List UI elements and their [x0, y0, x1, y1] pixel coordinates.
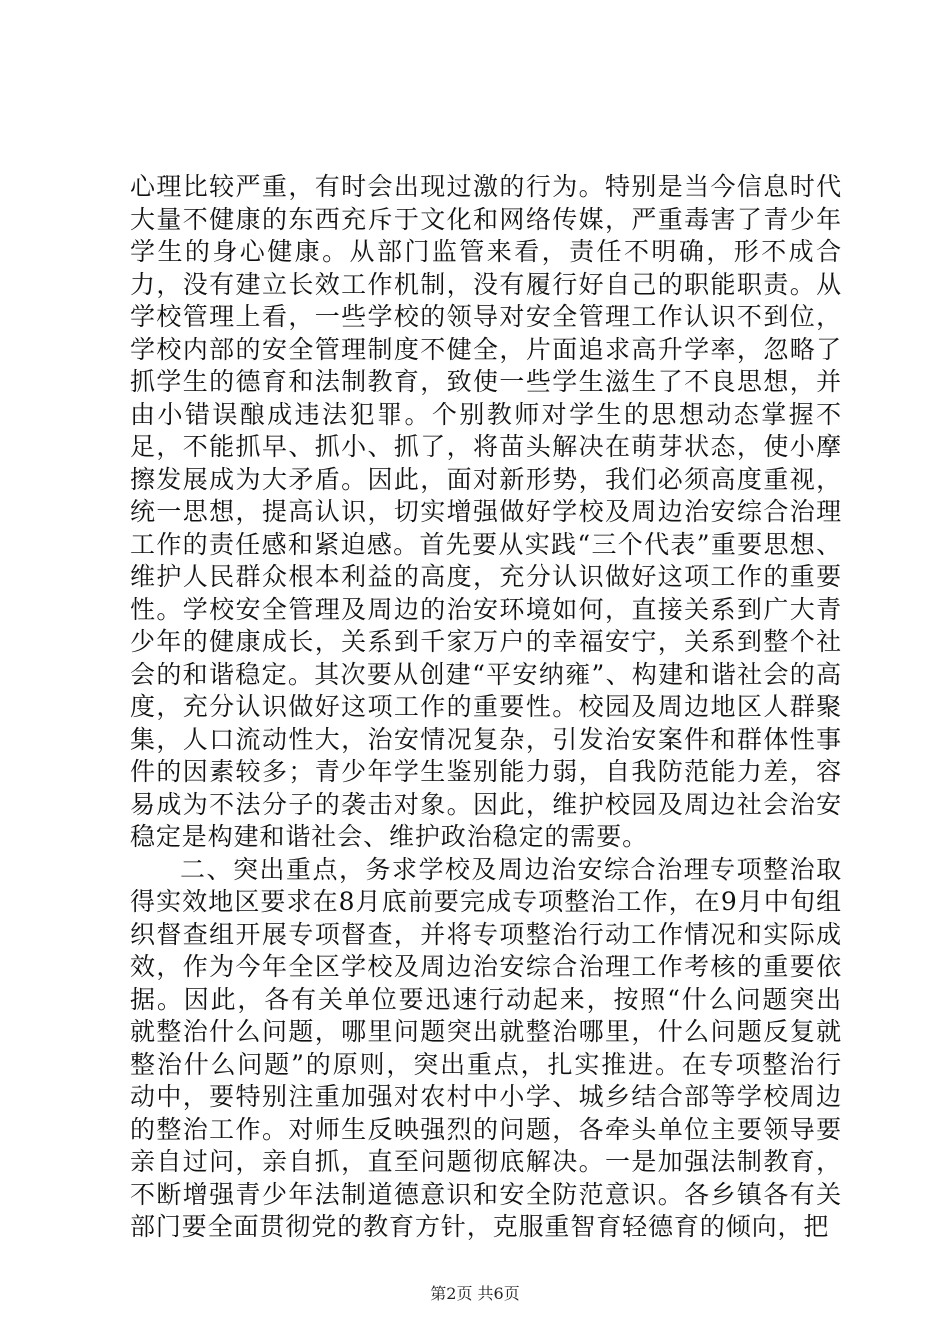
document-body: [130, 171, 842, 1244]
page-number-label: 第2页 共6页: [430, 1284, 520, 1303]
page-footer: [0, 1281, 950, 1304]
paragraph-continued: 心理比较严重，有时会出现过激的行为。特别是当今信息时代大量不健康的东西充斥于文化和网络传媒，严重毒害了青少年学生的身心健康。从部门监管来看，责任不明确，形不成合力，没有建立长效工作机制，没有履行好自己的职能职责。从学校管理上看，一些学校的领导对安全管理工作认识不到位，学校内部的安全管理制度不健全，片面追求高升学率，忽略了抓学生的德育和法制教育，致使一些学生滋生了不良思想，并由小错误酿成违法犯罪。个别教师对学生的思想动态掌握不足，不能抓早、抓小、抓了，将苗头解决在萌芽状态，使小摩擦发展成为大矛盾。因此，面对新形势，我们必须高度重视，统一思想，提高认识，切实增强做好学校及周边治安综合治理工作的责任感和紧迫感。首先要从实践“三个代表”重要思想、维护人民群众根本利益的高度，充分认识做好这项工作的重要性。学校安全管理及周边的治安环境如何，直接关系到广大青少年的健康成长，关系到千家万户的幸福安宁，关系到整个社会的和谐稳定。其次要从创建“平安纳雍”、构建和谐社会的高度，充分认识做好这项工作的重要性。校园及周边地区人群聚集，人口流动性大，治安情况复杂，引发治安案件和群体性事件的因素较多；青少年学生鉴别能力弱，自我防范能力差，容易成为不法分子的袭击对象。因此，维护校园及周边社会治安稳定是构建和谐社会、维护政治稳定的需要。: [130, 172, 842, 851]
paragraph-section-two: 二、突出重点，务求学校及周边治安综合治理专项整治取得实效地区要求在8月底前要完成专项整治工作，在9月中旬组织督查组开展专项督查，并将专项整治行动工作情况和实际成效，作为今年全区学校及周边治安综合治理工作考核的重要依据。因此，各有关单位要迅速行动起来，按照“什么问题突出就整治什么问题，哪里问题突出就整治哪里，什么问题反复就整治什么问题”的原则，突出重点，扎实推进。在专项整治行动中，要特别注重加强对农村中小学、城乡结合部等学校周边的整治工作。对师生反映强烈的问题，各牵头单位主要领导要亲自过问，亲自抓，直至问题彻底解决。一是加强法制教育，不断增强青少年法制道德意识和安全防范意识。各乡镇各有关部门要全面贯彻党的教育方针，克服重智育轻德育的倾向，把: [130, 854, 842, 1241]
